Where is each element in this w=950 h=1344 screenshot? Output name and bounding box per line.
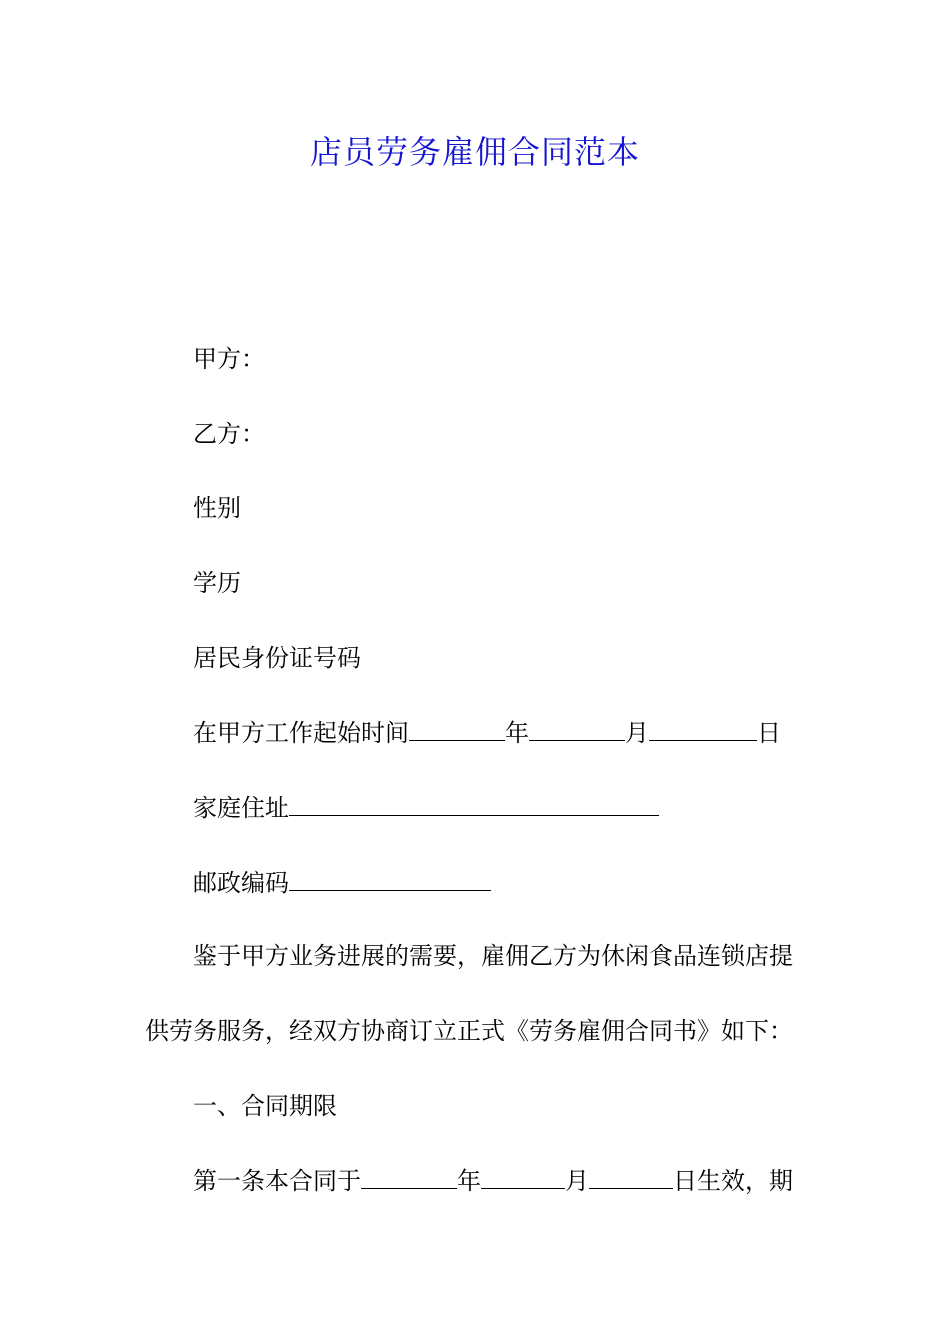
section-1-heading: 一、合同期限 [193, 1092, 337, 1120]
party-b-line: 乙方： [193, 420, 265, 448]
address-label: 家庭住址 [193, 794, 289, 822]
article-1-prefix: 第一条本合同于 [193, 1167, 361, 1195]
education-line: 学历 [193, 569, 241, 597]
article-1-year-blank[interactable] [361, 1162, 457, 1189]
article-1-line [193, 1162, 793, 1199]
start-time-label: 在甲方工作起始时间 [193, 719, 409, 747]
start-time-line [193, 714, 781, 751]
start-day-blank[interactable] [649, 714, 757, 741]
start-year-unit: 年 [505, 719, 529, 747]
postcode-label: 邮政编码 [193, 869, 289, 897]
address-blank[interactable] [289, 789, 659, 816]
article-1-suffix: 日生效，期 [673, 1167, 793, 1195]
preamble-line-1: 鉴于甲方业务进展的需要，雇佣乙方为休闲食品连锁店提 [193, 942, 793, 970]
article-1-month-blank[interactable] [481, 1162, 565, 1189]
start-month-blank[interactable] [529, 714, 625, 741]
article-1-month-unit: 月 [565, 1167, 589, 1195]
article-1-year-unit: 年 [457, 1167, 481, 1195]
party-a-line: 甲方： [193, 345, 265, 373]
start-day-unit: 日 [757, 719, 781, 747]
article-1-day-blank[interactable] [589, 1162, 673, 1189]
postcode-blank[interactable] [289, 864, 491, 891]
id-number-line: 居民身份证号码 [193, 644, 361, 672]
address-line [193, 789, 659, 826]
start-year-blank[interactable] [409, 714, 505, 741]
preamble-line-2: 供劳务服务，经双方协商订立正式《劳务雇佣合同书》如下： [145, 1017, 793, 1045]
postcode-line [193, 864, 491, 901]
document-title: 店员劳务雇佣合同范本 [309, 133, 640, 171]
gender-line: 性别 [193, 494, 241, 522]
start-month-unit: 月 [625, 719, 649, 747]
